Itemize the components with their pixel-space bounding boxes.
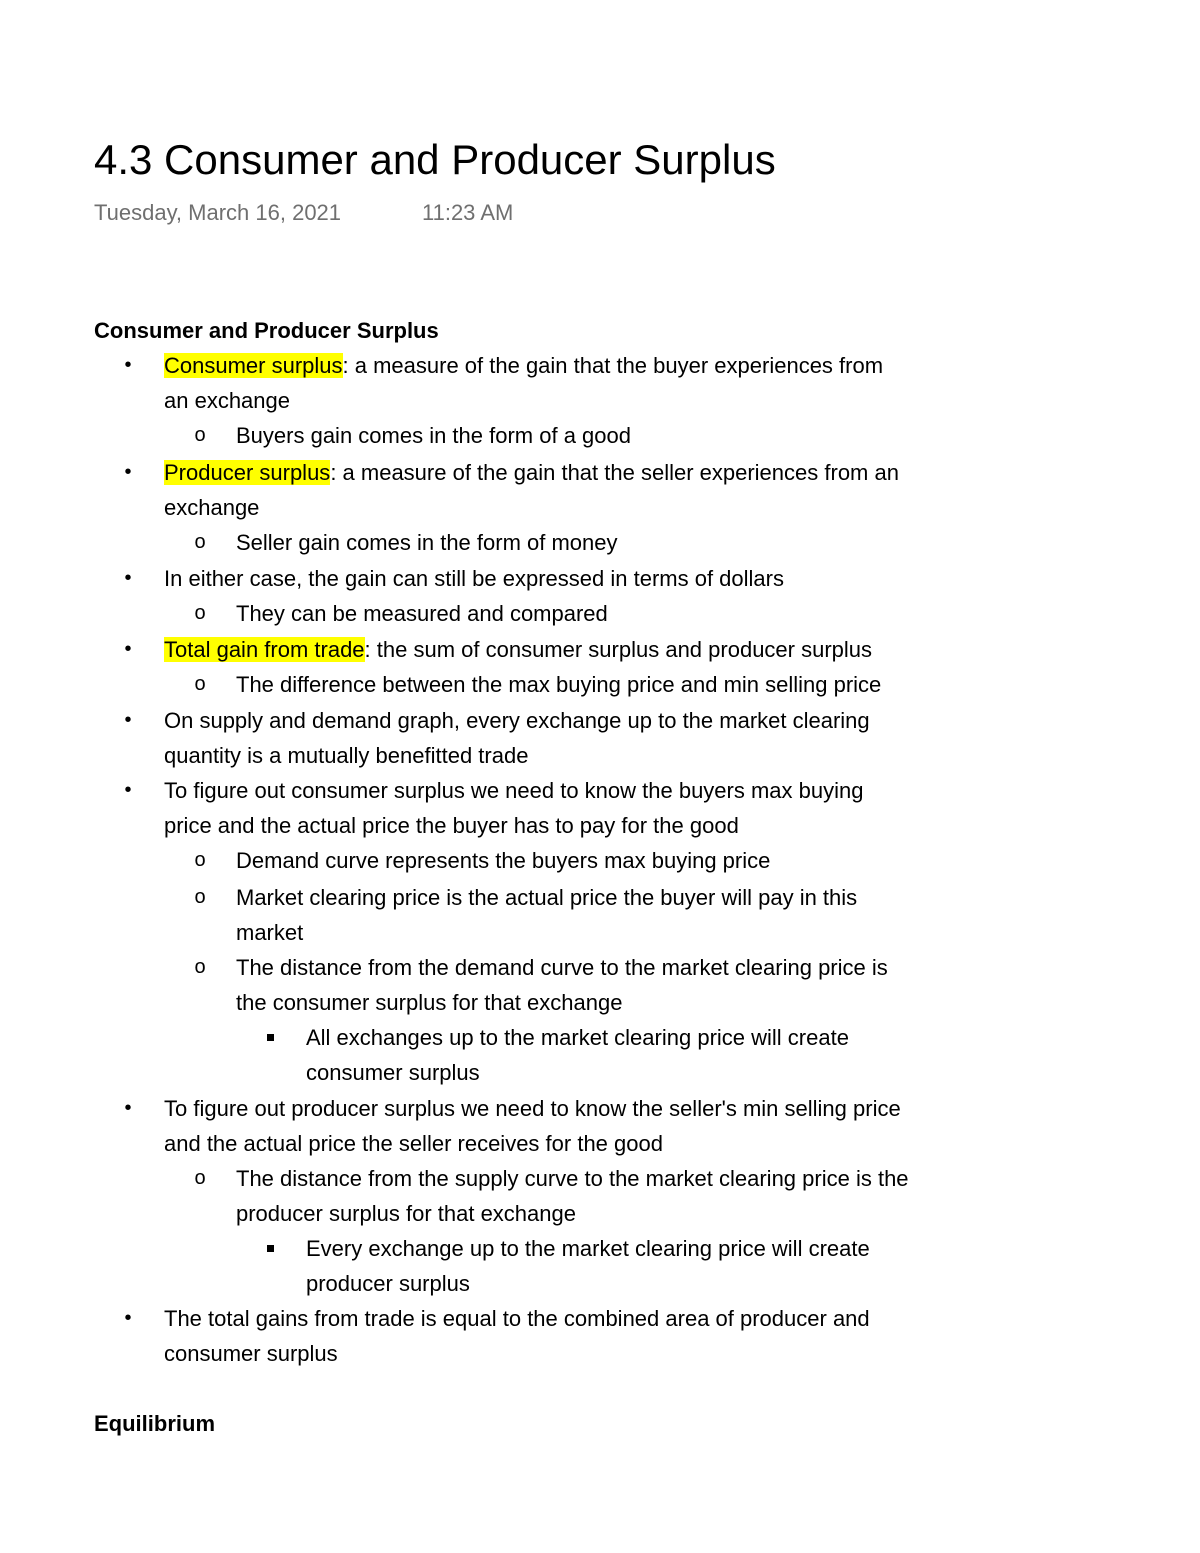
term-consumer-surplus: Consumer surplus bbox=[164, 353, 343, 378]
sub-bullet bbox=[194, 525, 618, 560]
bullet-marker: • bbox=[124, 1097, 132, 1119]
bullet-text-cont: and the actual price the seller receives for the good bbox=[164, 1131, 663, 1156]
bullet-either-case bbox=[124, 561, 784, 596]
sub-bullet-text: Seller gain comes in the form of money bbox=[236, 530, 618, 555]
circle-marker: o bbox=[194, 849, 206, 871]
sub-bullet bbox=[194, 667, 882, 702]
page-meta bbox=[94, 198, 514, 228]
bullet-producer-surplus bbox=[124, 455, 899, 525]
bullet-text: To figure out producer surplus we need to know the seller's min selling price bbox=[164, 1096, 901, 1121]
bullet-text: In either case, the gain can still be expressed in terms of dollars bbox=[164, 566, 784, 591]
circle-marker: o bbox=[194, 886, 206, 908]
sub-bullet bbox=[194, 880, 858, 950]
bullet-marker: • bbox=[124, 779, 132, 801]
bullet-text: On supply and demand graph, every exchange up to the market clearing bbox=[164, 708, 870, 733]
sub-sub-bullet-text: All exchanges up to the market clearing price will create bbox=[306, 1025, 849, 1050]
sub-bullet-text: Market clearing price is the actual price the buyer will pay in this bbox=[236, 885, 858, 910]
sub-sub-bullet bbox=[306, 1020, 849, 1090]
section-heading-equilibrium: Equilibrium bbox=[94, 1411, 215, 1436]
sub-bullet bbox=[194, 1161, 909, 1231]
square-marker bbox=[260, 1020, 280, 1055]
sub-sub-bullet bbox=[306, 1231, 870, 1301]
bullet-text-cont: consumer surplus bbox=[164, 1341, 338, 1366]
page-title: 4.3 Consumer and Producer Surplus bbox=[94, 136, 776, 183]
sub-sub-bullet-text-cont: consumer surplus bbox=[306, 1060, 480, 1085]
sub-bullet bbox=[194, 950, 888, 1020]
sub-bullet bbox=[194, 418, 631, 453]
bullet-marker: • bbox=[124, 567, 132, 589]
bullet-text-cont: quantity is a mutually benefitted trade bbox=[164, 743, 529, 768]
sub-bullet-text: Demand curve represents the buyers max buying price bbox=[236, 848, 771, 873]
sub-bullet-text: Buyers gain comes in the form of a good bbox=[236, 423, 631, 448]
bullet-supply-demand-graph bbox=[124, 703, 870, 773]
sub-bullet-text: The distance from the demand curve to the market clearing price is bbox=[236, 955, 888, 980]
term-producer-surplus: Producer surplus bbox=[164, 460, 331, 485]
sub-bullet-text: They can be measured and compared bbox=[236, 601, 608, 626]
section-heading-surplus: Consumer and Producer Surplus bbox=[94, 318, 439, 343]
bullet-text: The total gains from trade is equal to the combined area of producer and bbox=[164, 1306, 870, 1331]
bullet-marker: • bbox=[124, 709, 132, 731]
bullet-marker: • bbox=[124, 354, 132, 376]
bullet-marker: • bbox=[124, 1307, 132, 1329]
bullet-marker: • bbox=[124, 461, 132, 483]
bullet-text: To figure out consumer surplus we need to know the buyers max buying bbox=[164, 778, 864, 803]
definition-text-cont: exchange bbox=[164, 495, 260, 520]
term-total-gain-from-trade: Total gain from trade bbox=[164, 637, 365, 662]
bullet-figure-consumer-surplus bbox=[124, 773, 864, 843]
bullet-total-gain bbox=[124, 632, 873, 667]
definition-text: : a measure of the gain that the seller experiences from an bbox=[330, 460, 899, 485]
bullet-consumer-surplus bbox=[124, 348, 884, 418]
bullet-total-gains-area bbox=[124, 1301, 870, 1371]
square-marker bbox=[260, 1231, 280, 1266]
page-date: Tuesday, March 16, 2021 bbox=[94, 200, 342, 225]
bullet-figure-producer-surplus bbox=[124, 1091, 901, 1161]
circle-marker: o bbox=[194, 1167, 206, 1189]
definition-text: : the sum of consumer surplus and producer surplus bbox=[364, 637, 873, 662]
sub-bullet bbox=[194, 843, 771, 878]
sub-bullet-text-cont: market bbox=[236, 920, 304, 945]
sub-sub-bullet-text: Every exchange up to the market clearing price will create bbox=[306, 1236, 870, 1261]
sub-bullet-text: The distance from the supply curve to the market clearing price is the bbox=[236, 1166, 909, 1191]
sub-bullet-text-cont: producer surplus for that exchange bbox=[236, 1201, 576, 1226]
bullet-marker: • bbox=[124, 638, 132, 660]
page-time: 11:23 AM bbox=[422, 200, 514, 225]
definition-text: : a measure of the gain that the buyer experiences from bbox=[342, 353, 884, 378]
sub-sub-bullet-text-cont: producer surplus bbox=[306, 1271, 470, 1296]
circle-marker: o bbox=[194, 531, 206, 553]
sub-bullet-text: The difference between the max buying price and min selling price bbox=[236, 672, 882, 697]
sub-bullet bbox=[194, 596, 608, 631]
circle-marker: o bbox=[194, 673, 206, 695]
circle-marker: o bbox=[194, 602, 206, 624]
bullet-text-cont: price and the actual price the buyer has to pay for the good bbox=[164, 813, 739, 838]
definition-text-cont: an exchange bbox=[164, 388, 290, 413]
circle-marker: o bbox=[194, 424, 206, 446]
sub-bullet-text-cont: the consumer surplus for that exchange bbox=[236, 990, 623, 1015]
circle-marker: o bbox=[194, 956, 206, 978]
